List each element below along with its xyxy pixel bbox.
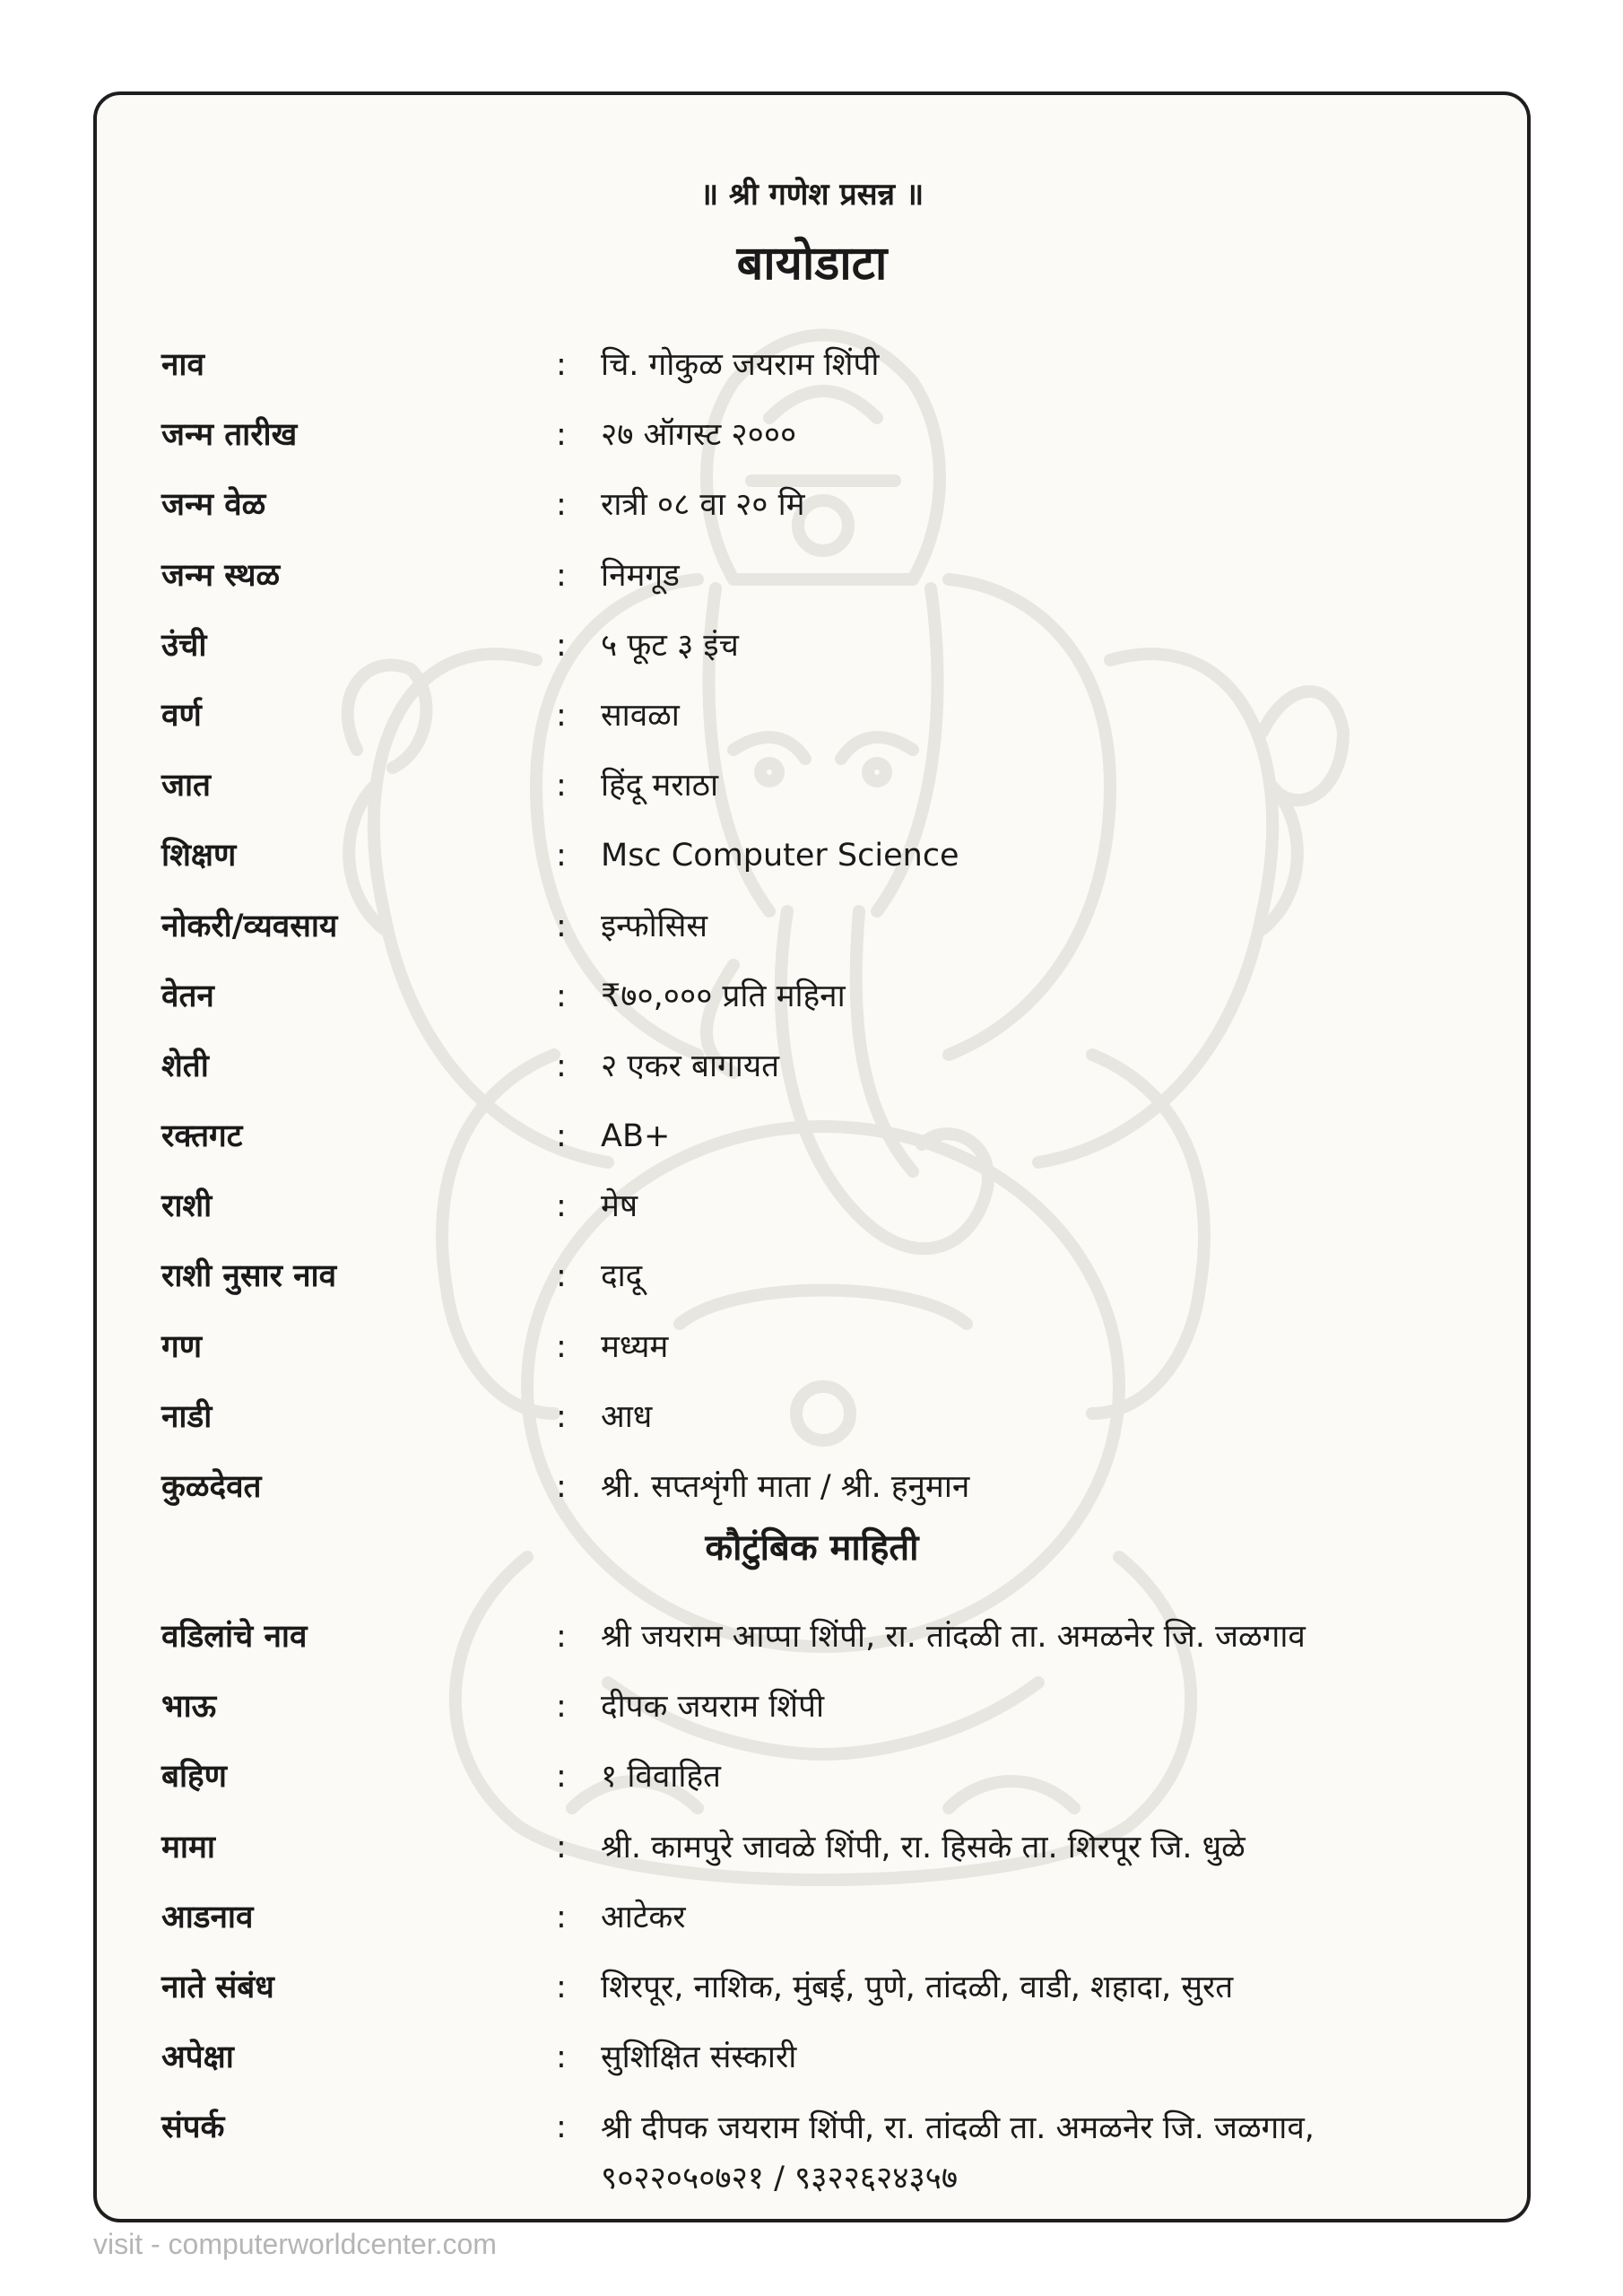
colon-separator: : (556, 417, 567, 454)
colon-separator: : (556, 1188, 567, 1225)
detail-row-family-deity (161, 1452, 1488, 1522)
family-row-father (161, 1602, 1488, 1672)
family-row-maternal-uncle (161, 1813, 1488, 1883)
detail-label: वडिलांचे नाव (161, 1619, 308, 1655)
detail-value: सुशिक्षित संस्कारी (601, 2039, 797, 2076)
biodata-card (93, 91, 1531, 2222)
colon-separator: : (556, 697, 567, 734)
detail-value: इन्फोसिस (601, 908, 708, 944)
family-row-expectations (161, 2022, 1488, 2092)
detail-value: AB+ (601, 1118, 671, 1155)
family-row-contact (161, 2092, 1488, 2218)
detail-value: २७ ऑगस्ट २००० (601, 417, 797, 454)
detail-value: मेष (601, 1188, 638, 1225)
detail-label: संपर्क (161, 2109, 225, 2146)
detail-value: चि. गोकुळ जयराम शिंपी (601, 347, 880, 383)
detail-label: अपेक्षा (161, 2039, 234, 2076)
detail-row-birth-time (161, 470, 1488, 540)
colon-separator: : (556, 1759, 567, 1796)
contact-phone: ९०२२०५०७२१ / ९३२२६२४३५७ (601, 2161, 959, 2197)
colon-separator: : (556, 1969, 567, 2005)
family-row-relations (161, 1952, 1488, 2022)
family-row-surname (161, 1883, 1488, 1952)
detail-label: राशी नुसार नाव (161, 1258, 337, 1295)
colon-separator: : (556, 1328, 567, 1365)
detail-row-height (161, 611, 1488, 681)
colon-separator: : (556, 1899, 567, 1935)
colon-separator: : (556, 347, 567, 383)
colon-separator: : (556, 1258, 567, 1295)
detail-row-zodiac (161, 1171, 1488, 1241)
detail-label: कुळदेवत (161, 1469, 262, 1505)
colon-separator: : (556, 1469, 567, 1505)
colon-separator: : (556, 1398, 567, 1435)
detail-row-nadi (161, 1382, 1488, 1452)
detail-label: वर्ण (161, 697, 202, 734)
detail-value: रात्री ०८ वा २० मि (601, 487, 805, 524)
detail-row-zodiac-name (161, 1241, 1488, 1311)
detail-label: राशी (161, 1188, 213, 1225)
detail-label: जन्म वेळ (161, 487, 266, 524)
colon-separator: : (556, 627, 567, 664)
detail-label: मामा (161, 1829, 215, 1866)
colon-separator: : (556, 487, 567, 524)
page-title: बायोडाटा (736, 237, 888, 291)
detail-row-gan (161, 1312, 1488, 1382)
detail-row-education (161, 821, 1488, 891)
detail-label: जन्म तारीख (161, 417, 298, 454)
family-details (161, 1602, 1488, 2218)
family-row-sister (161, 1742, 1488, 1812)
detail-label: गण (161, 1328, 203, 1365)
detail-row-occupation (161, 891, 1488, 961)
detail-row-salary (161, 961, 1488, 1031)
detail-label: नाडी (161, 1398, 213, 1435)
detail-row-complexion (161, 681, 1488, 751)
colon-separator: : (556, 978, 567, 1014)
detail-label: रक्तगट (161, 1118, 243, 1155)
colon-separator: : (556, 1048, 567, 1084)
family-section-heading: कौटुंबिक माहिती (705, 1527, 919, 1569)
detail-label: नाते संबंध (161, 1969, 274, 2005)
detail-value: दीपक जयराम शिंपी (601, 1689, 825, 1726)
detail-value: आध (601, 1398, 653, 1435)
colon-separator: : (556, 838, 567, 874)
detail-label: जन्म स्थळ (161, 557, 281, 594)
colon-separator: : (556, 1829, 567, 1866)
detail-value: श्री. सप्तशृंगी माता / श्री. हनुमान (601, 1469, 970, 1505)
detail-label: नोकरी/व्यवसाय (161, 908, 338, 944)
footer-credit: visit - computerworldcenter.com (93, 2228, 497, 2260)
detail-row-birth-date (161, 400, 1488, 470)
detail-value: मध्यम (601, 1328, 669, 1365)
colon-separator: : (556, 908, 567, 944)
detail-value: ५ फूट ३ इंच (601, 627, 739, 664)
detail-label: आडनाव (161, 1899, 254, 1935)
detail-label: जात (161, 768, 211, 804)
personal-details (161, 330, 1488, 1522)
detail-row-name (161, 330, 1488, 400)
family-row-brother (161, 1672, 1488, 1742)
colon-separator: : (556, 557, 567, 594)
detail-value: निमगूड (601, 557, 680, 594)
detail-value: दादू (601, 1258, 643, 1295)
detail-label: शिक्षण (161, 838, 237, 874)
colon-separator: : (556, 1689, 567, 1726)
detail-label: भाऊ (161, 1689, 217, 1726)
colon-separator: : (556, 2039, 567, 2076)
detail-row-blood-group (161, 1101, 1488, 1171)
detail-value: हिंदू मराठा (601, 768, 719, 804)
colon-separator: : (556, 2109, 567, 2146)
detail-row-caste (161, 751, 1488, 821)
colon-separator: : (556, 1118, 567, 1155)
detail-label: बहिण (161, 1759, 227, 1796)
detail-value: २ एकर बागायत (601, 1048, 780, 1084)
contact-value (601, 2103, 1315, 2204)
invocation-text: ॥ श्री गणेश प्रसन्न ॥ (699, 177, 924, 213)
detail-value: ₹७०,००० प्रति महिना (601, 978, 846, 1014)
detail-label: उंची (161, 627, 207, 664)
detail-value: शिरपूर, नाशिक, मुंबई, पुणे, तांदळी, वाडी, शहादा, सुरत (601, 1969, 1234, 2005)
detail-value: श्री. कामपुरे जावळे शिंपी, रा. हिसके ता. शिरपूर जि. धुळे (601, 1829, 1245, 1866)
detail-value: सावळा (601, 697, 680, 734)
detail-value: १ विवाहित (601, 1759, 721, 1796)
contact-address: श्री दीपक जयराम शिंपी, रा. तांदळी ता. अमळनेर जि. जळगाव, (601, 2110, 1315, 2147)
colon-separator: : (556, 768, 567, 804)
detail-value: Msc Computer Science (601, 838, 959, 874)
detail-row-birth-place (161, 541, 1488, 611)
detail-label: शेती (161, 1048, 209, 1084)
colon-separator: : (556, 1619, 567, 1655)
detail-row-farming (161, 1031, 1488, 1101)
detail-label: नाव (161, 347, 204, 383)
detail-label: वेतन (161, 978, 214, 1014)
detail-value: आटेकर (601, 1899, 686, 1935)
detail-value: श्री जयराम आप्पा शिंपी, रा. तांदळी ता. अमळनेर जि. जळगाव (601, 1619, 1306, 1655)
